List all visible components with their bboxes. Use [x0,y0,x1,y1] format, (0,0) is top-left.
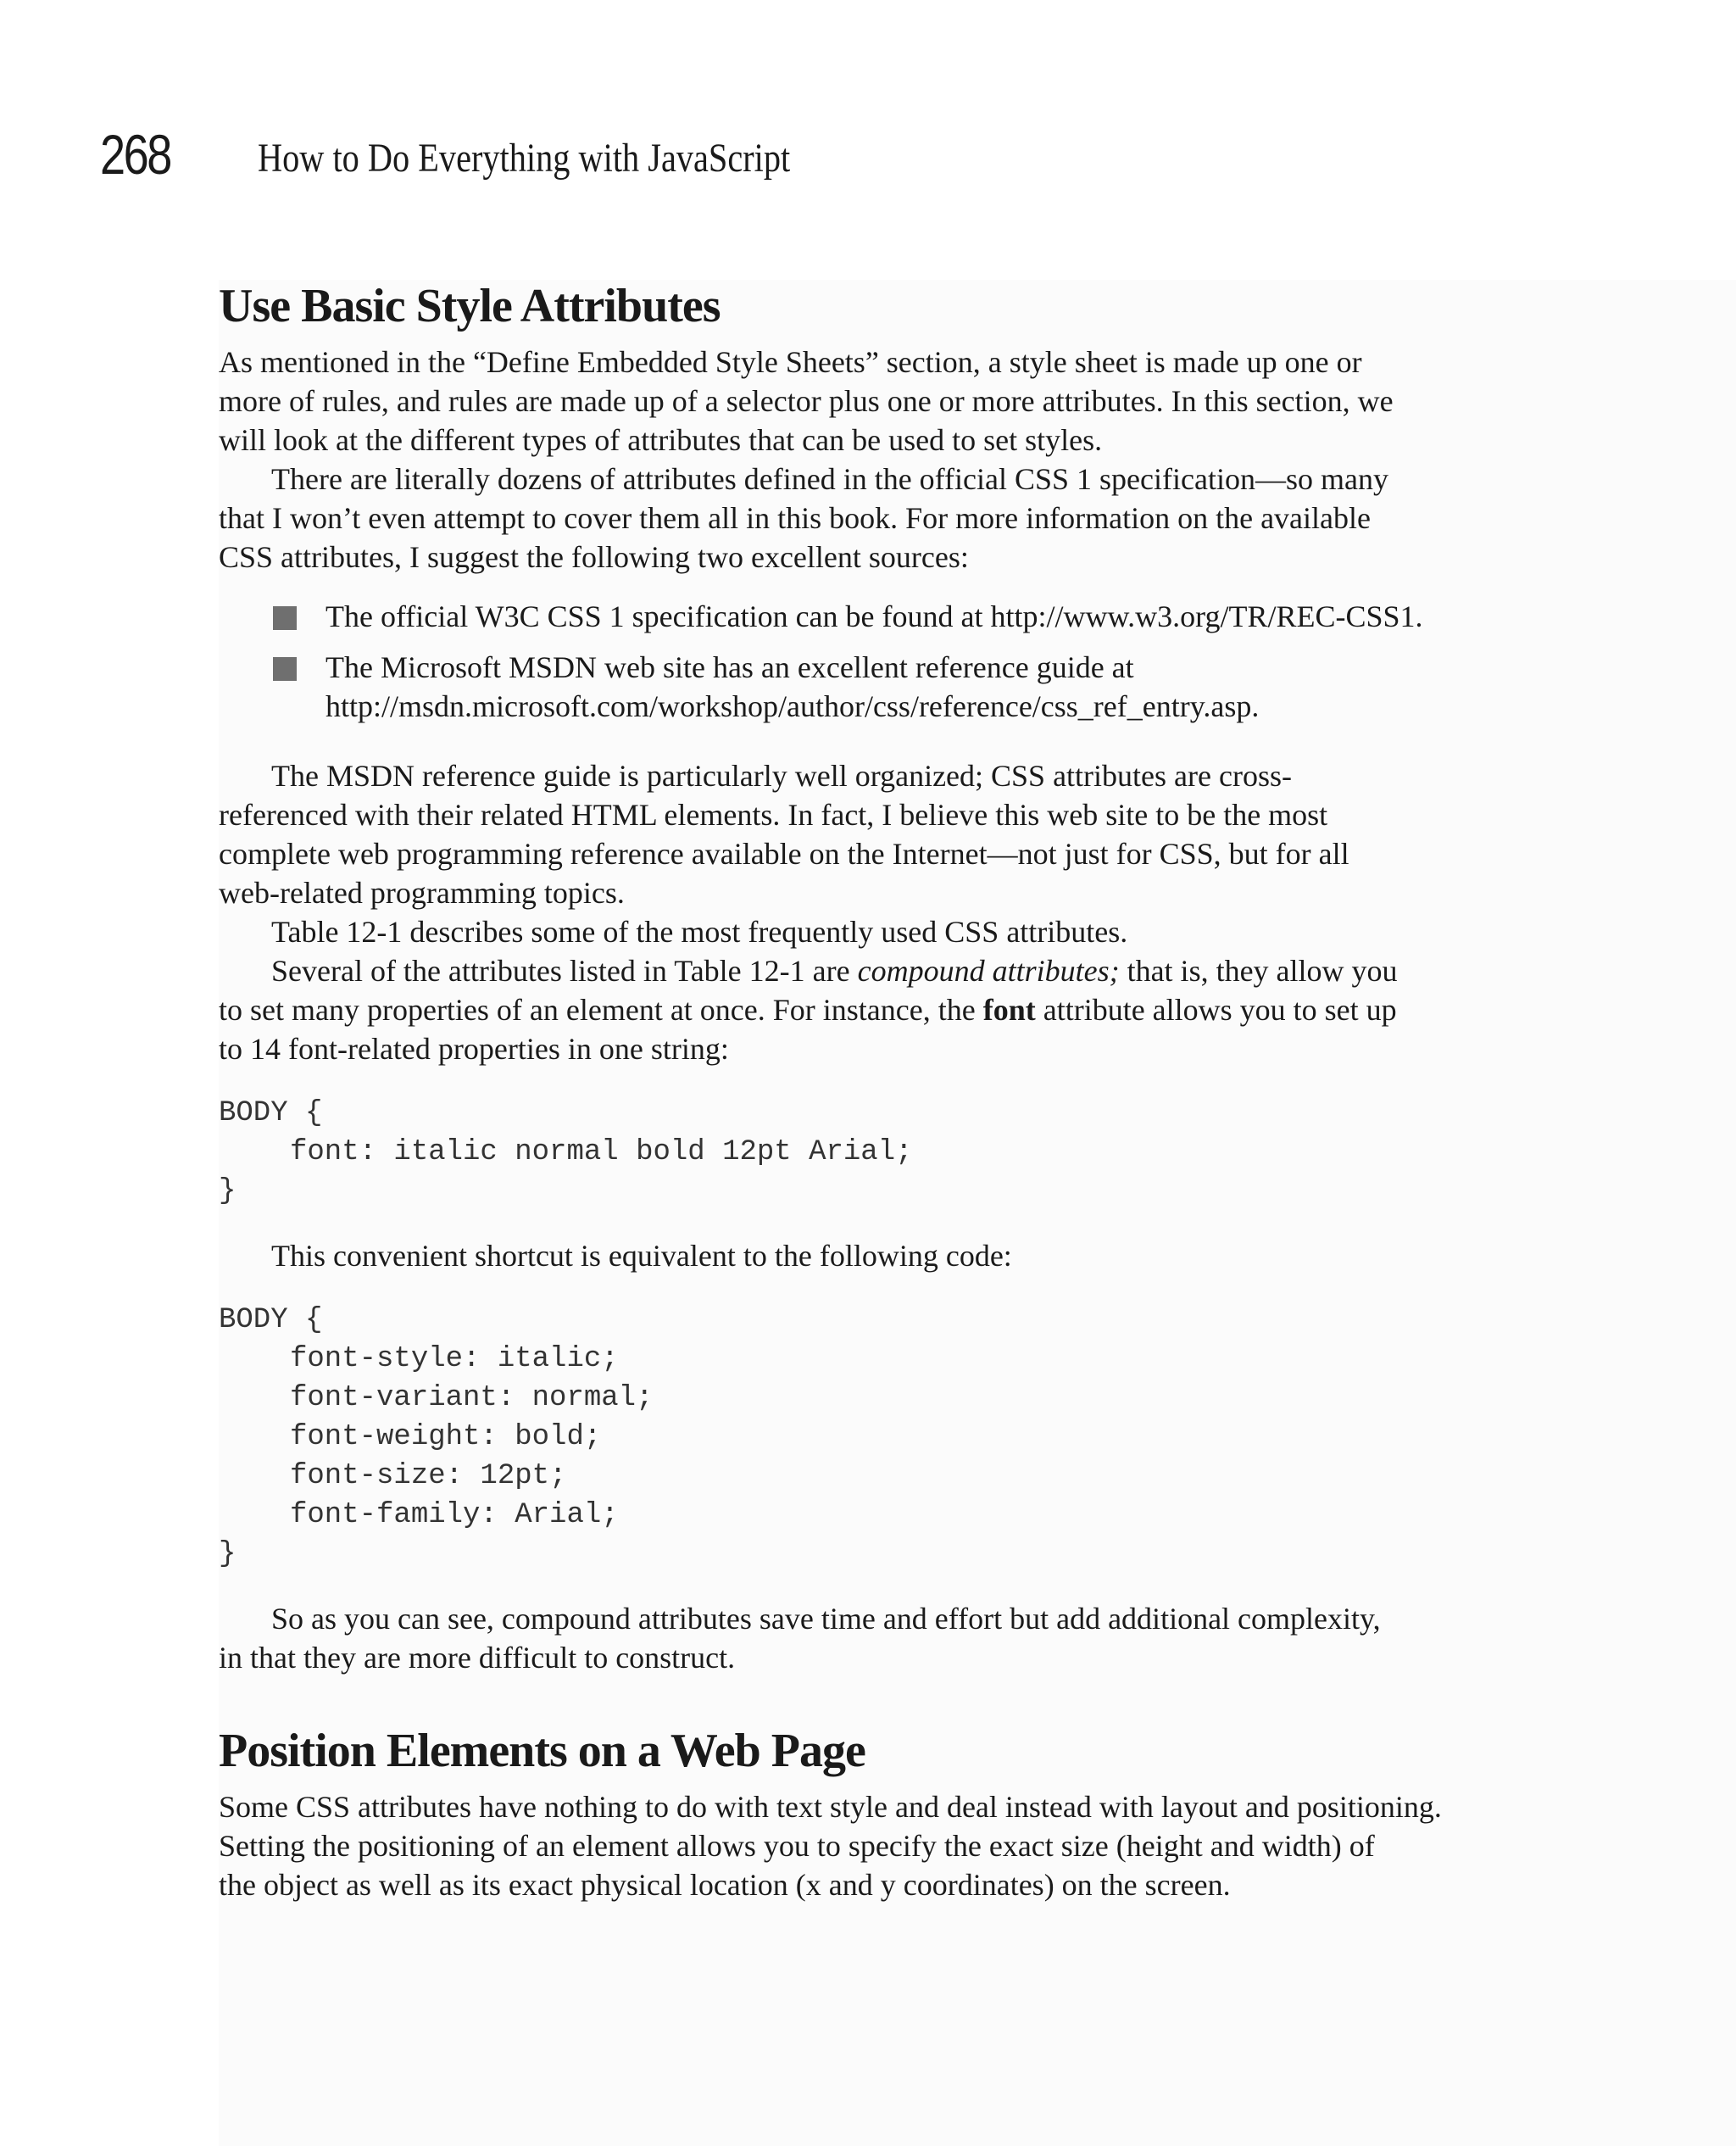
text-line: Setting the positioning of an element allows you to specify the exact size (height and width) of [219,1829,1375,1863]
code-line: font-weight: bold; [290,1421,602,1453]
code-block-expanded [219,1301,1482,1574]
text-run: that is, they allow you [1119,954,1398,988]
text-line: to 14 font-related properties in one string: [219,1032,729,1066]
list-item [219,597,1482,636]
paragraph-dozens-of-attributes [219,460,1482,577]
code-line: font-style: italic; [290,1343,619,1375]
text-line: web-related programming topics. [219,876,625,910]
list-item-text: The official W3C CSS 1 specification can be found at http://www.w3.org/TR/REC-CSS1. [326,599,1423,633]
text-line: more of rules, and rules are made up of a selector plus one or more attributes. In this section, we [219,384,1394,418]
paragraph-msdn-guide [219,756,1482,912]
text-run: attribute allows you to set up [1035,993,1397,1027]
page-content [219,270,1482,1904]
text-line: will look at the different types of attributes that can be used to set styles. [219,423,1103,457]
text-line: the object as well as its exact physical location (x and y coordinates) on the screen. [219,1868,1231,1902]
list-item-text: http://msdn.microsoft.com/workshop/author/css/reference/css_ref_entry.asp. [326,689,1260,723]
code-line: } [219,1538,236,1570]
code-line: font-variant: normal; [290,1382,654,1414]
page-number: 268 [100,123,170,186]
text-line: referenced with their related HTML elements. In fact, I believe this web site to be the most [219,798,1328,832]
page-header [100,120,1626,188]
list-item [219,648,1482,726]
square-bullet-icon [273,606,297,630]
text-line: Some CSS attributes have nothing to do with text style and deal instead with layout and positioning. [219,1790,1442,1824]
code-line: font-family: Arial; [290,1499,619,1531]
paragraph-intro [219,343,1482,460]
paragraph-compound-summary [219,1599,1482,1677]
text-line: As mentioned in the “Define Embedded Style Sheets” section, a style sheet is made up one or [219,345,1362,379]
square-bullet-icon [273,657,297,681]
section-spacer [219,1677,1482,1714]
list-item-text: The Microsoft MSDN web site has an excellent reference guide at [326,650,1134,684]
code-block-shortcut [219,1094,1482,1211]
bullet-list-sources [219,597,1482,726]
code-line: BODY { [219,1097,323,1129]
emphasis-compound-attributes: compound attributes; [857,954,1120,988]
text-line: There are literally dozens of attributes defined in the official CSS 1 specification—so many [271,462,1388,496]
text-line: CSS attributes, I suggest the following two excellent sources: [219,540,969,574]
text-line: The MSDN reference guide is particularly well organized; CSS attributes are cross- [271,759,1292,793]
code-line: font: italic normal bold 12pt Arial; [290,1136,913,1168]
text-run: Several of the attributes listed in Table 12-1 are [271,954,858,988]
paragraph-positioning-intro [219,1787,1482,1904]
paragraph-compound-attributes [219,951,1482,1068]
text-line [219,951,1482,990]
text-line: complete web programming reference available on the Internet—not just for CSS, but for all [219,837,1349,871]
code-line: BODY { [219,1304,323,1336]
text-line: in that they are more difficult to construct. [219,1641,736,1675]
text-run: to set many properties of an element at once. For instance, the [219,993,983,1027]
running-title: How to Do Everything with JavaScript [258,136,791,181]
text-line [219,990,1482,1029]
text-line: So as you can see, compound attributes save time and effort but add additional complexity, [271,1602,1381,1636]
bold-font-keyword: font [982,993,1036,1027]
text-line: that I won’t even attempt to cover them all in this book. For more information on the available [219,501,1371,535]
paragraph-equivalent-code: This convenient shortcut is equivalent to the following code: [271,1239,1012,1273]
section-heading-basic-style-attributes: Use Basic Style Attributes [219,280,721,332]
code-line: } [219,1175,236,1207]
section-heading-position-elements: Position Elements on a Web Page [219,1725,865,1777]
code-line: font-size: 12pt; [290,1460,567,1492]
paragraph-table-reference: Table 12-1 describes some of the most frequently used CSS attributes. [271,915,1128,949]
